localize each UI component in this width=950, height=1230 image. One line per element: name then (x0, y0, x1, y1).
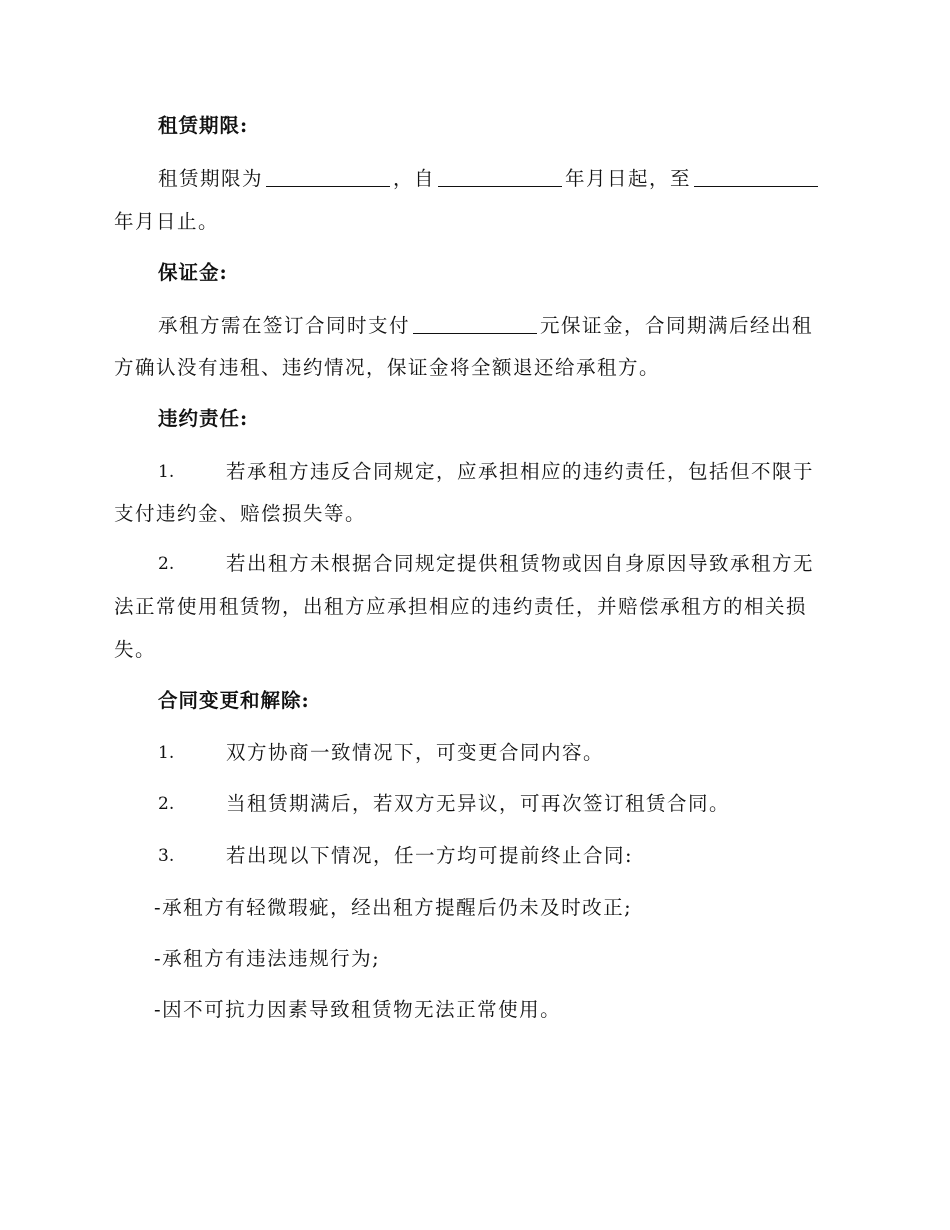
section-heading-liability: 违约责任: (158, 407, 249, 430)
section-heading-change: 合同变更和解除: (158, 689, 310, 712)
change-bullet-3: -因不可抗力因素导致租赁物无法正常使用。 (154, 998, 562, 1021)
liability-item-2-number: 2. (158, 554, 175, 574)
liability-item-1-number: 1. (158, 462, 175, 482)
change-item-1-text: 双方协商一致情况下，可变更合同内容。 (226, 741, 605, 764)
change-bullet-2: -承租方有违法违规行为; (154, 947, 381, 970)
deposit-text-a: 承租方需在签订合同时支付 (158, 314, 411, 337)
term-paragraph-line-1 (114, 157, 830, 201)
change-bullet-1: -承租方有轻微瑕疵，经出租方提醒后仍未及时改正; (154, 896, 633, 919)
section-heading-deposit: 保证金: (158, 261, 228, 284)
liability-item-2-line-1: 若出租方未根据合同规定提供租赁物或因自身原因导致承租方无 (226, 552, 815, 575)
deposit-amount-blank[interactable] (413, 313, 537, 334)
change-item-1-number: 1. (158, 743, 175, 763)
deposit-paragraph-line-1 (114, 304, 830, 348)
change-item-3-number: 3. (158, 846, 175, 866)
term-start-blank[interactable] (438, 166, 562, 187)
change-item-2-text: 当租赁期满后，若双方无异议，可再次签订租赁合同。 (226, 792, 731, 815)
term-text-a: 租赁期限为 (158, 167, 264, 190)
liability-item-2-line-2: 法正常使用租赁物，出租方应承担相应的违约责任，并赔偿承租方的相关损 (114, 595, 808, 618)
term-text-c: 年月日起，至 (565, 167, 692, 190)
term-duration-blank[interactable] (266, 166, 390, 187)
term-text-b: ，自 (393, 167, 436, 190)
liability-item-1-line-2: 支付违约金、赔偿损失等。 (114, 502, 367, 525)
change-item-2-number: 2. (158, 794, 175, 814)
liability-item-1-line-1: 若承租方违反合同规定，应承担相应的违约责任，包括但不限于 (226, 460, 815, 483)
liability-item-2-line-3: 失。 (114, 638, 157, 661)
term-end-blank[interactable] (694, 166, 818, 187)
term-paragraph-line-2: 年月日止。 (114, 210, 220, 233)
change-item-3-text: 若出现以下情况，任一方均可提前终止合同: (226, 844, 634, 867)
section-heading-term: 租赁期限: (158, 114, 249, 137)
deposit-paragraph-line-2: 方确认没有违租、违约情况，保证金将全额退还给承租方。 (114, 356, 661, 379)
deposit-text-b: 元保证金，合同期满后经出租 (540, 314, 814, 337)
